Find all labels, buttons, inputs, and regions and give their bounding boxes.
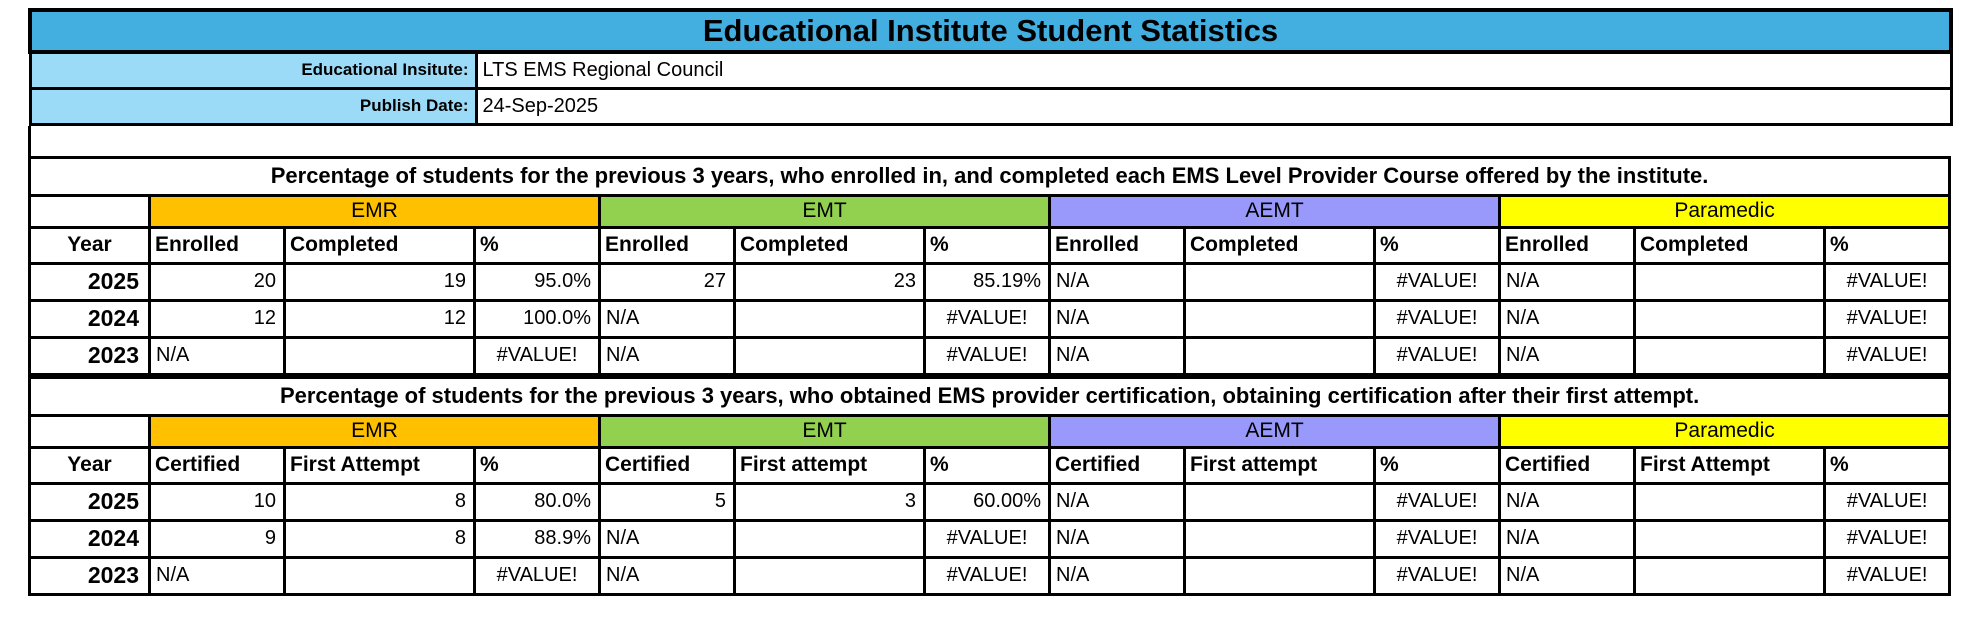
data-cell	[1185, 520, 1375, 557]
data-cell	[1185, 557, 1375, 594]
year-cell: 2023	[30, 557, 150, 594]
column-header-paramedic: %	[1825, 447, 1950, 483]
data-cell: 60.00%	[925, 483, 1050, 520]
year-cell: 2024	[30, 520, 150, 557]
data-cell: 19	[285, 263, 475, 300]
document-body	[28, 8, 1949, 596]
column-header-emt: Completed	[735, 227, 925, 263]
data-cell	[1185, 483, 1375, 520]
header-block	[28, 8, 1953, 126]
column-header-paramedic: First Attempt	[1635, 447, 1825, 483]
data-cell: #VALUE!	[1375, 520, 1500, 557]
table-row	[30, 263, 1950, 300]
data-cell	[735, 520, 925, 557]
data-cell: #VALUE!	[1375, 337, 1500, 374]
data-cell: #VALUE!	[925, 520, 1050, 557]
column-header-paramedic: Certified	[1500, 447, 1635, 483]
data-cell: N/A	[1500, 263, 1635, 300]
data-cell: 8	[285, 520, 475, 557]
data-cell: 80.0%	[475, 483, 600, 520]
data-cell: N/A	[150, 557, 285, 594]
data-cell: 95.0%	[475, 263, 600, 300]
column-header-paramedic: Enrolled	[1500, 227, 1635, 263]
data-cell: #VALUE!	[925, 300, 1050, 337]
column-header-emr: First Attempt	[285, 447, 475, 483]
column-header-emr: Certified	[150, 447, 285, 483]
year-column-header: Year	[30, 447, 150, 483]
publish-date-value: 24-Sep-2025	[476, 88, 1951, 124]
group-band-paramedic: Paramedic	[1500, 415, 1950, 447]
data-cell: #VALUE!	[1375, 300, 1500, 337]
section-table-1	[28, 156, 1951, 376]
data-cell: 12	[285, 300, 475, 337]
data-cell	[1635, 263, 1825, 300]
data-cell: N/A	[600, 300, 735, 337]
data-cell: N/A	[1050, 483, 1185, 520]
column-header-aemt: Enrolled	[1050, 227, 1185, 263]
column-header-paramedic: %	[1825, 227, 1950, 263]
group-band-emt: EMT	[600, 415, 1050, 447]
column-header-aemt: %	[1375, 227, 1500, 263]
data-cell: #VALUE!	[1825, 263, 1950, 300]
section-title: Percentage of students for the previous 3 years, who obtained EMS provider certification, obtaining certification after their first attempt.	[30, 377, 1950, 415]
data-cell	[735, 557, 925, 594]
column-header-emt: %	[925, 447, 1050, 483]
data-cell: N/A	[1050, 557, 1185, 594]
data-cell: N/A	[1500, 300, 1635, 337]
year-cell: 2024	[30, 300, 150, 337]
group-band-paramedic: Paramedic	[1500, 195, 1950, 227]
section-table-2	[28, 376, 1951, 596]
data-cell: N/A	[1050, 300, 1185, 337]
data-cell: #VALUE!	[475, 557, 600, 594]
data-cell: 10	[150, 483, 285, 520]
column-header-emr: Enrolled	[150, 227, 285, 263]
data-cell: N/A	[1050, 337, 1185, 374]
data-cell	[1635, 520, 1825, 557]
data-cell: N/A	[600, 520, 735, 557]
data-cell: 85.19%	[925, 263, 1050, 300]
data-cell: 20	[150, 263, 285, 300]
column-header-emt: First attempt	[735, 447, 925, 483]
data-cell: N/A	[150, 337, 285, 374]
group-band-emr: EMR	[150, 415, 600, 447]
data-cell	[1635, 557, 1825, 594]
data-cell: 3	[735, 483, 925, 520]
data-cell: 5	[600, 483, 735, 520]
column-header-emt: Certified	[600, 447, 735, 483]
data-cell	[735, 337, 925, 374]
page-title: Educational Institute Student Statistics	[30, 10, 1951, 52]
column-header-emt: %	[925, 227, 1050, 263]
data-cell: #VALUE!	[1375, 263, 1500, 300]
data-cell: 23	[735, 263, 925, 300]
data-cell	[285, 337, 475, 374]
year-cell: 2025	[30, 483, 150, 520]
data-cell: N/A	[1500, 557, 1635, 594]
statistics-sections	[28, 156, 1949, 596]
data-cell: #VALUE!	[1825, 557, 1950, 594]
section-title: Percentage of students for the previous 3 years, who enrolled in, and completed each EMS Level Provider Course offered by the institute.	[30, 157, 1950, 195]
data-cell: #VALUE!	[1825, 520, 1950, 557]
data-cell: 88.9%	[475, 520, 600, 557]
table-row	[30, 557, 1950, 594]
data-cell: N/A	[600, 337, 735, 374]
group-band-emt: EMT	[600, 195, 1050, 227]
data-cell: N/A	[1500, 520, 1635, 557]
publish-date-label: Publish Date:	[30, 88, 476, 124]
data-cell	[1185, 300, 1375, 337]
data-cell	[1635, 300, 1825, 337]
column-header-aemt: First attempt	[1185, 447, 1375, 483]
year-cell: 2023	[30, 337, 150, 374]
table-row	[30, 483, 1950, 520]
data-cell: #VALUE!	[925, 557, 1050, 594]
data-cell: 100.0%	[475, 300, 600, 337]
column-header-emt: Enrolled	[600, 227, 735, 263]
column-header-paramedic: Completed	[1635, 227, 1825, 263]
data-cell	[1635, 483, 1825, 520]
group-band-emr: EMR	[150, 195, 600, 227]
info-row	[30, 52, 1951, 88]
data-cell: N/A	[1500, 337, 1635, 374]
data-cell	[735, 300, 925, 337]
table-row	[30, 300, 1950, 337]
data-cell: N/A	[1500, 483, 1635, 520]
data-cell: #VALUE!	[1375, 483, 1500, 520]
year-column-header: Year	[30, 227, 150, 263]
data-cell: #VALUE!	[1825, 300, 1950, 337]
block-spacer	[28, 126, 38, 156]
data-cell: 27	[600, 263, 735, 300]
group-band-aemt: AEMT	[1050, 195, 1500, 227]
table-row	[30, 520, 1950, 557]
data-cell	[1185, 263, 1375, 300]
column-header-emr: Completed	[285, 227, 475, 263]
corner-cell	[30, 195, 150, 227]
data-cell: #VALUE!	[925, 337, 1050, 374]
data-cell: #VALUE!	[475, 337, 600, 374]
year-cell: 2025	[30, 263, 150, 300]
data-cell: #VALUE!	[1825, 337, 1950, 374]
data-cell: #VALUE!	[1825, 483, 1950, 520]
data-cell: N/A	[600, 557, 735, 594]
corner-cell	[30, 415, 150, 447]
institute-value: LTS EMS Regional Council	[476, 52, 1951, 88]
institute-label: Educational Insitute:	[30, 52, 476, 88]
column-header-emr: %	[475, 447, 600, 483]
column-header-emr: %	[475, 227, 600, 263]
data-cell	[1635, 337, 1825, 374]
data-cell	[1185, 337, 1375, 374]
data-cell: 12	[150, 300, 285, 337]
table-row	[30, 337, 1950, 374]
data-cell: 9	[150, 520, 285, 557]
data-cell: N/A	[1050, 520, 1185, 557]
data-cell	[285, 557, 475, 594]
data-cell: N/A	[1050, 263, 1185, 300]
column-header-aemt: %	[1375, 447, 1500, 483]
group-band-aemt: AEMT	[1050, 415, 1500, 447]
column-header-aemt: Completed	[1185, 227, 1375, 263]
data-cell: #VALUE!	[1375, 557, 1500, 594]
data-cell: 8	[285, 483, 475, 520]
column-header-aemt: Certified	[1050, 447, 1185, 483]
info-row	[30, 88, 1951, 124]
